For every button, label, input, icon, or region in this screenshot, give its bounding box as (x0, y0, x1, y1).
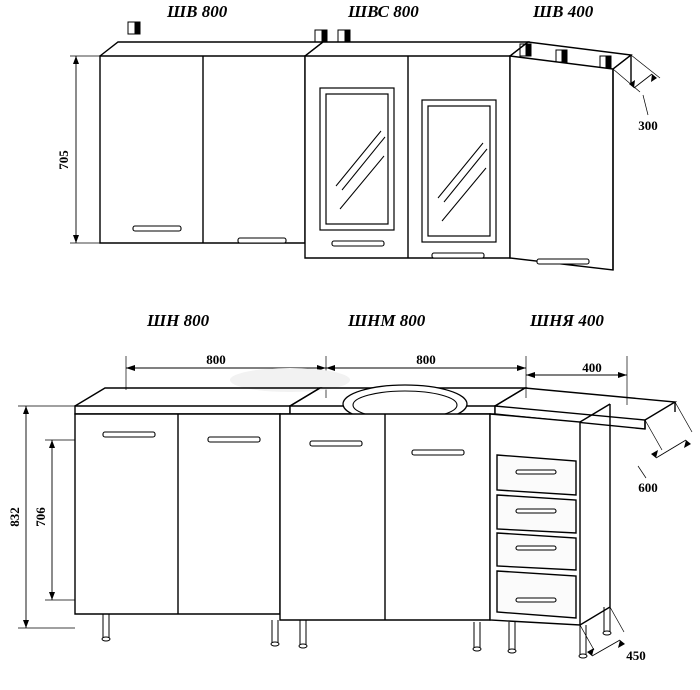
handle-lower-left-1 (103, 432, 155, 437)
dim-width-middle: 800 (416, 352, 436, 367)
drawer-2 (497, 495, 576, 533)
dim-300-text: 300 (638, 118, 658, 133)
handle-lower-left-2 (208, 437, 260, 442)
label-shn-800: ШН 800 (147, 311, 210, 330)
handle-lower-middle-1 (310, 441, 362, 446)
drawer-3 (497, 533, 576, 570)
dim-width-right: 400 (582, 360, 602, 375)
handle-lower-middle-2 (412, 450, 464, 455)
label-shnm-800: ШНМ 800 (348, 311, 426, 330)
countertop-left-front (75, 406, 290, 414)
dim-600-text: 600 (638, 480, 658, 495)
label-shv-400-right: ШВ 400 (533, 2, 594, 21)
handle-drawer-1 (516, 470, 556, 474)
glass-pane-left-inner (326, 94, 388, 224)
upper-left-cabinet-top (100, 42, 323, 56)
handle-upper-center-2 (432, 253, 484, 258)
handle-upper-left-1 (133, 226, 181, 231)
dim-450-text: 450 (626, 648, 646, 663)
handle-drawer-2 (516, 509, 556, 513)
upper-right-edge (613, 55, 631, 69)
lower-right-side-panel (580, 404, 610, 625)
dim-width-left: 800 (206, 352, 226, 367)
label-shv-800-left: ШВ 800 (167, 2, 228, 21)
lower-dimension-450 (580, 607, 646, 663)
upper-dimension-300 (613, 55, 660, 133)
upper-right-cabinet-front (510, 56, 613, 270)
lower-dimension-706 (33, 440, 75, 600)
upper-dimension-705 (56, 56, 100, 243)
handle-drawer-3 (516, 546, 556, 550)
glass-pane-right-inner (428, 106, 490, 236)
lower-dimension-600 (638, 402, 692, 495)
dim-832-text: 832 (7, 507, 22, 527)
drawer-1 (497, 455, 576, 495)
handle-upper-center-1 (332, 241, 384, 246)
dim-705-text: 705 (56, 150, 71, 170)
handle-upper-right (537, 259, 589, 264)
upper-center-cabinet-top (305, 42, 528, 56)
handle-upper-left-2 (238, 238, 286, 243)
handle-drawer-4 (516, 598, 556, 602)
upper-cabinets (100, 22, 631, 270)
label-shvs-800: ШВС 800 (348, 2, 419, 21)
drawer-4 (497, 571, 576, 618)
label-shnya-400: ШНЯ 400 (530, 311, 604, 330)
lower-cabinets (75, 368, 675, 658)
dim-706-text: 706 (33, 507, 48, 527)
